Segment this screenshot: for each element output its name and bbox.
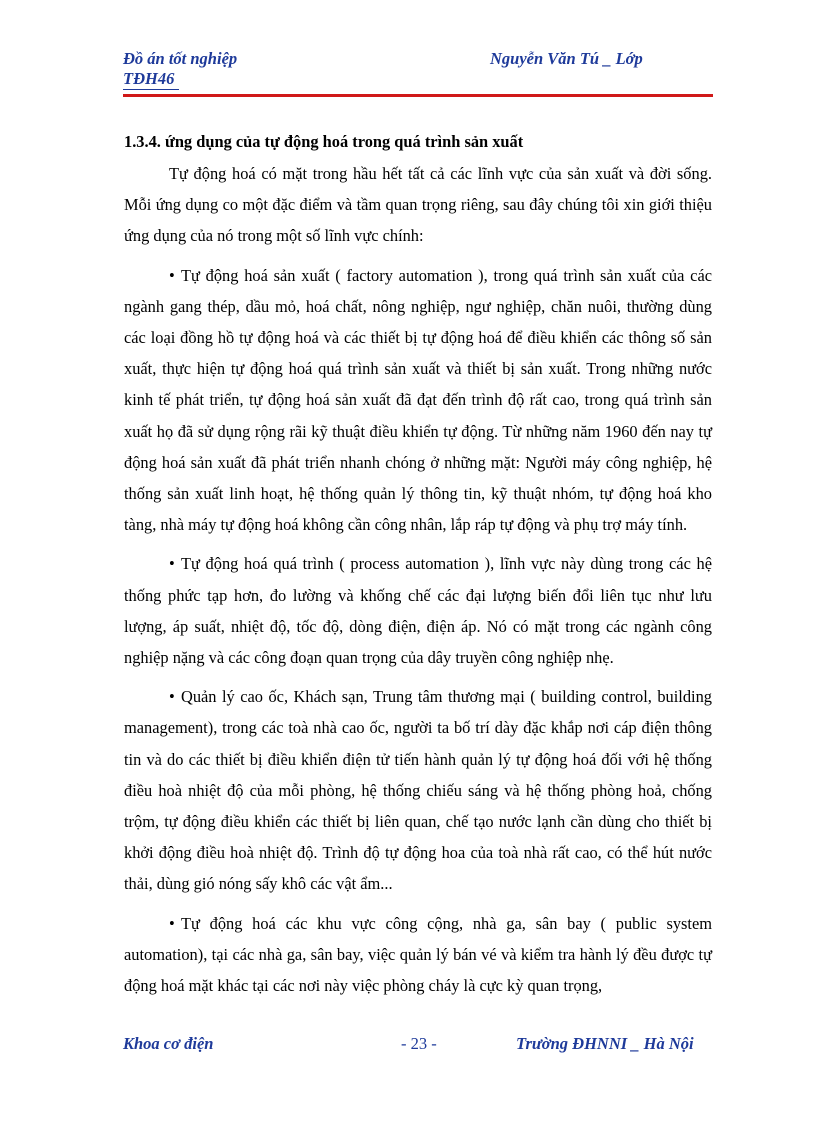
header-left [123, 49, 303, 89]
bullet-paragraph-4 [124, 908, 712, 1002]
bullet-text-4: Tự động hoá các khu vực công cộng, nhà ga, sân bay ( public system automation), tại các nhà ga, sân bay, việc quản lý bán vé và kiểm tra hành lý đều được tự động hoá mặt khác tại các nơi này việc phòng cháy là cực kỳ quan trọng, [124, 913, 712, 996]
intro-paragraph: Tự động hoá có mặt trong hầu hết tất cả các lĩnh vực của sản xuất và đời sống. Mỗi ứng dụng co một đặc điểm và tầm quan trọng riêng, sau đây chúng tôi xin giới thiệu ứng dụng của nó trong một số lĩnh vực chính: [124, 164, 712, 246]
page-number: - 23 - [401, 1034, 437, 1053]
page-header [123, 49, 713, 89]
bullet-paragraph-3 [124, 681, 712, 899]
bullet-text-3: Quản lý cao ốc, Khách sạn, Trung tâm thương mại ( building control, building management), trong các toà nhà cao ốc, người ta bố trí dày đặc khắp nơi cáp điện thông tin và do các thiết bị điều khiển điện tử tiến hành quản lý tự động hoá đối với hệ thống điều hoà nhiệt độ của mỗi phòng, hệ thống chiếu sáng và hệ thống phòng hoả, chống trộm, tự động điều khiển các thiết bị liên quan, chế tạo nước lạnh cần dùng cho thiết bị khởi động điều hoà nhiệt độ. Trình độ tự động hoa của toà nhà rất cao, có thể hút nước thải, dùng gió nóng sấy khô các vật ẩm... [124, 687, 712, 894]
header-document-type: Đồ án tốt nghiệp [123, 49, 238, 68]
header-class-code: TĐH46 [123, 69, 175, 88]
page-footer [123, 1034, 713, 1056]
bullet-text-2: Tự động hoá quá trình ( process automation ), lĩnh vực này dùng trong các hệ thống phức tạp hơn, đo lường và khống chế các đại lượng biến đổi liên tục như lưu lượng, áp suất, nhiệt độ, tốc độ, dòng điện, điện áp. Nó có mặt trong các ngành công nghiệp nặng và các công đoạn quan trọng của dây truyền công nghiệp nhẹ. [124, 554, 712, 668]
header-rule [123, 94, 713, 97]
header-underline [123, 89, 179, 90]
bullet-text-1: Tự động hoá sản xuất ( factory automation ), trong quá trình sản xuất của các ngành gang thép, dầu mỏ, hoá chất, nông nghiệp, ngư nghiệp, chăn nuôi, thường dùng các loại đồng hồ tự động hoá và các thiết bị tự động hoá để điều khiển các thông số sản xuất, thực hiện tự động hoá quá trình sản xuất và thiết bị sản xuất. Trong những nước kinh tế phát triển, tự động hoá sản xuất đã đạt đến trình độ rất cao, trong quá trình sản xuất họ đã sử dụng rộng rãi kỹ thuật điều khiển tự động. Từ những năm 1960 đến nay tự động hoá sản xuất đã phát triển nhanh chóng ở những mặt: Người máy công nghiệp, hệ thống sản xuất linh hoạt, hệ thống quản lý thông tin, kỹ thuật nhóm, tự động hoá kho tàng, nhà máy tự động hoá không cần công nhân, lắp ráp tự động và phụ trợ máy tính. [124, 265, 712, 535]
header-author: Nguyễn Văn Tú _ Lớp [490, 49, 643, 68]
footer-faculty: Khoa cơ điện [123, 1034, 214, 1053]
footer-university: Trường ĐHNNI _ Hà Nội [516, 1034, 694, 1053]
bullet-icon: • [169, 913, 175, 933]
page-body [124, 128, 712, 1009]
section-heading: 1.3.4. ứng dụng của tự động hoá trong quá trình sản xuất [124, 132, 524, 151]
bullet-paragraph-2 [124, 548, 712, 673]
bullet-icon: • [169, 687, 175, 707]
bullet-paragraph-1 [124, 260, 712, 541]
bullet-icon: • [169, 265, 175, 285]
bullet-icon: • [169, 554, 175, 574]
